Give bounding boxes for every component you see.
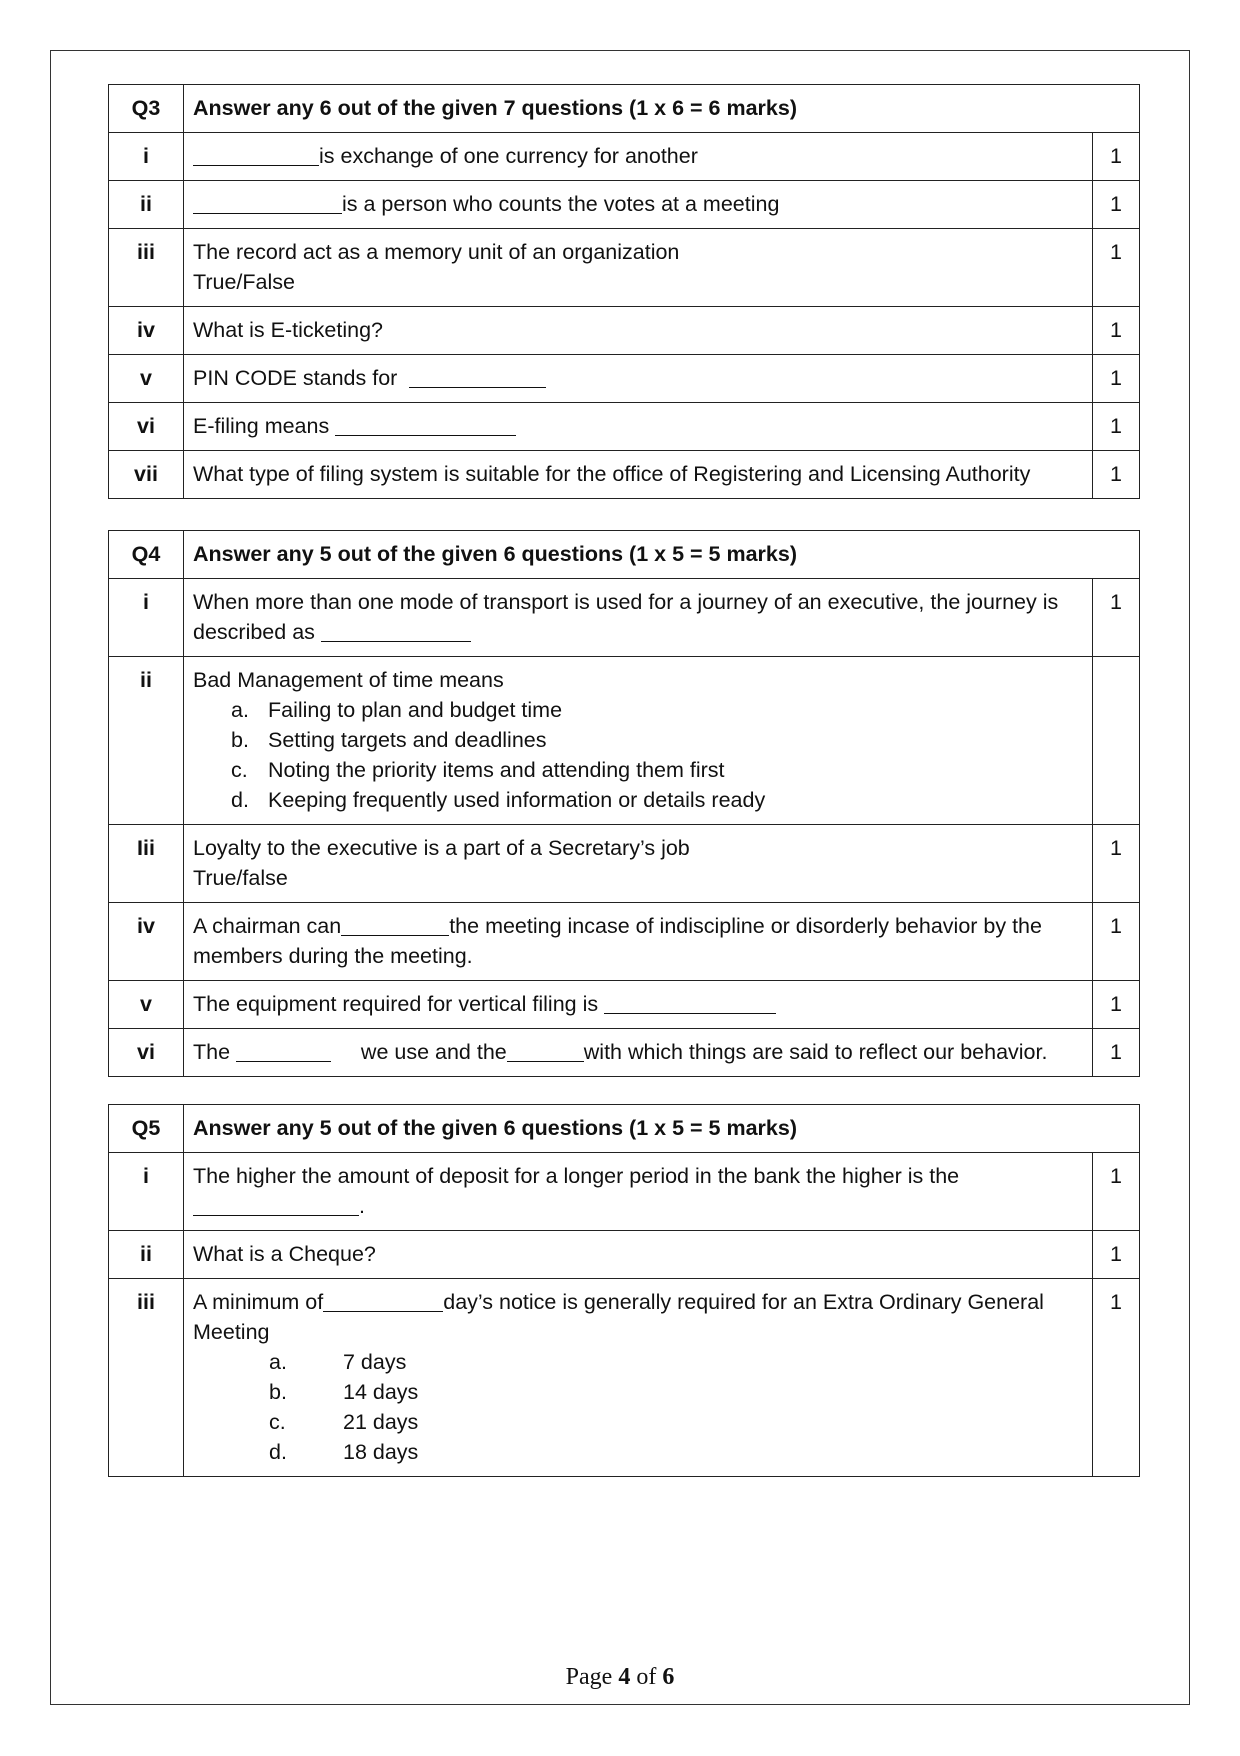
option-letter: c.: [231, 758, 248, 782]
table-row: [109, 1153, 1140, 1231]
table-row: [109, 1279, 1140, 1477]
answer-blank: [193, 1193, 359, 1216]
list-item: [231, 755, 1083, 785]
table-row: [109, 355, 1140, 403]
item-number: iii: [109, 1279, 184, 1477]
question-text-part: E-filing means: [193, 414, 330, 438]
question-number: Q4: [109, 531, 184, 579]
answer-blank: [341, 913, 449, 936]
question-heading: Answer any 6 out of the given 7 questions (1 x 6 = 6 marks): [184, 85, 1140, 133]
item-number: vi: [109, 403, 184, 451]
answer-blank: [236, 1039, 331, 1062]
table-row: [109, 403, 1140, 451]
table-row: [109, 229, 1140, 307]
option-letter: b.: [269, 1380, 287, 1404]
answer-blank: [321, 619, 471, 642]
table-row: [109, 451, 1140, 499]
marks: 1: [1093, 1279, 1140, 1477]
option-letter: c.: [269, 1410, 286, 1434]
marks: 1: [1093, 1231, 1140, 1279]
item-number: vii: [109, 451, 184, 499]
option-text: 7 days: [343, 1350, 407, 1374]
option-text: Setting targets and deadlines: [268, 728, 547, 752]
question-text-part: PIN CODE stands for: [193, 366, 398, 390]
question-heading: Answer any 5 out of the given 6 questions (1 x 5 = 5 marks): [184, 1105, 1140, 1153]
list-item: [231, 725, 1083, 755]
option-text: Failing to plan and budget time: [268, 698, 563, 722]
marks: 1: [1093, 825, 1140, 903]
question-text: [184, 579, 1093, 657]
question-text-part: The: [193, 1040, 231, 1064]
list-item: [231, 695, 1083, 725]
question-text: What type of filing system is suitable for the office of Registering and Licensing Authority: [184, 451, 1093, 499]
question-text-line: Loyalty to the executive is a part of a Secretary’s job: [193, 836, 690, 860]
answer-blank: [193, 191, 342, 214]
page-footer: [0, 1664, 1240, 1691]
option-letter: a.: [269, 1350, 287, 1374]
question-text: [184, 1153, 1093, 1231]
table-row: [109, 133, 1140, 181]
question-text: [184, 403, 1093, 451]
marks: 1: [1093, 403, 1140, 451]
marks: 1: [1093, 451, 1140, 499]
item-number: Iii: [109, 825, 184, 903]
marks: 1: [1093, 181, 1140, 229]
item-number: iv: [109, 307, 184, 355]
option-text: Keeping frequently used information or details ready: [268, 788, 766, 812]
list-item: [231, 785, 1083, 815]
question-text-part: When more than one mode of transport is used for a journey of an executive, the journey is described as: [193, 590, 1059, 644]
answer-blank: [193, 143, 319, 166]
list-item: [269, 1407, 1083, 1437]
question-text-part: A minimum of: [193, 1290, 324, 1314]
answer-blank: [604, 991, 776, 1014]
table-row: [109, 181, 1140, 229]
option-letter: d.: [269, 1440, 287, 1464]
question-5-table: [108, 1104, 1140, 1477]
question-4-header: [109, 531, 1140, 579]
question-text-line: Bad Management of time means: [193, 668, 504, 692]
marks: 1: [1093, 307, 1140, 355]
item-number: iv: [109, 903, 184, 981]
table-row: [109, 825, 1140, 903]
total-page-count: 6: [662, 1664, 675, 1690]
option-text: 18 days: [343, 1440, 419, 1464]
item-number: v: [109, 981, 184, 1029]
question-4-table: [108, 530, 1140, 1077]
option-text: Noting the priority items and attending them first: [268, 758, 725, 782]
option-text: 21 days: [343, 1410, 419, 1434]
question-text: [184, 181, 1093, 229]
question-text: [184, 229, 1093, 307]
question-text-part: The equipment required for vertical filing is: [193, 992, 599, 1016]
table-row: [109, 981, 1140, 1029]
question-text: [184, 133, 1093, 181]
question-text: [184, 355, 1093, 403]
table-row: [109, 579, 1140, 657]
marks: 1: [1093, 229, 1140, 307]
marks: [1093, 657, 1140, 825]
list-item: [269, 1347, 1083, 1377]
question-text: [184, 825, 1093, 903]
option-list: [193, 1347, 1083, 1467]
question-number: Q3: [109, 85, 184, 133]
question-text-part: with which things are said to reflect our behavior.: [583, 1040, 1048, 1064]
current-page-number: 4: [618, 1664, 631, 1690]
item-number: i: [109, 133, 184, 181]
marks: 1: [1093, 903, 1140, 981]
list-item: [269, 1377, 1083, 1407]
table-row: [109, 903, 1140, 981]
question-3-table: [108, 84, 1140, 499]
question-3-header: [109, 85, 1140, 133]
question-text-part: A chairman can: [193, 914, 342, 938]
question-text-part: .: [359, 1194, 365, 1218]
answer-blank: [409, 365, 546, 388]
marks: 1: [1093, 1153, 1140, 1231]
marks: 1: [1093, 579, 1140, 657]
marks: 1: [1093, 1029, 1140, 1077]
question-text: [184, 903, 1093, 981]
answer-blank: [335, 413, 516, 436]
answer-choices: True/false: [193, 866, 288, 890]
answer-blank: [507, 1039, 584, 1062]
question-number: Q5: [109, 1105, 184, 1153]
question-text: [184, 1279, 1093, 1477]
question-text: [184, 981, 1093, 1029]
question-text-part: The higher the amount of deposit for a longer period in the bank the higher is the: [193, 1164, 960, 1188]
question-5-header: [109, 1105, 1140, 1153]
page-label: Page: [565, 1664, 613, 1690]
question-text-line: [193, 1287, 1083, 1347]
item-number: ii: [109, 1231, 184, 1279]
option-letter: a.: [231, 698, 249, 722]
page-of-label: of: [636, 1664, 657, 1690]
item-number: ii: [109, 181, 184, 229]
question-text: [184, 1029, 1093, 1077]
item-number: iii: [109, 229, 184, 307]
question-text-part: we use and the: [360, 1040, 507, 1064]
item-number: v: [109, 355, 184, 403]
question-text-part: is a person who counts the votes at a meeting: [342, 192, 780, 216]
answer-choices: True/False: [193, 270, 295, 294]
question-text-part: is exchange of one currency for another: [319, 144, 698, 168]
option-text: 14 days: [343, 1380, 419, 1404]
item-number: vi: [109, 1029, 184, 1077]
table-row: [109, 1029, 1140, 1077]
table-row: [109, 657, 1140, 825]
question-text-part: day’s notice is generally required for an Extra Ordinary General Meeting: [193, 1290, 1044, 1344]
item-number: i: [109, 579, 184, 657]
question-text-line: The record act as a memory unit of an organization: [193, 240, 680, 264]
option-list: [193, 695, 1083, 815]
marks: 1: [1093, 981, 1140, 1029]
option-letter: b.: [231, 728, 249, 752]
question-text: What is a Cheque?: [184, 1231, 1093, 1279]
question-text: What is E-ticketing?: [184, 307, 1093, 355]
option-letter: d.: [231, 788, 249, 812]
answer-blank: [323, 1289, 443, 1312]
marks: 1: [1093, 133, 1140, 181]
marks: 1: [1093, 355, 1140, 403]
list-item: [269, 1437, 1083, 1467]
item-number: i: [109, 1153, 184, 1231]
question-heading: Answer any 5 out of the given 6 questions (1 x 5 = 5 marks): [184, 531, 1140, 579]
question-text-part: the meeting incase of indiscipline or disorderly behavior by the members during the meeting.: [193, 914, 1042, 968]
question-text: [184, 657, 1093, 825]
item-number: ii: [109, 657, 184, 825]
table-row: [109, 307, 1140, 355]
table-row: [109, 1231, 1140, 1279]
